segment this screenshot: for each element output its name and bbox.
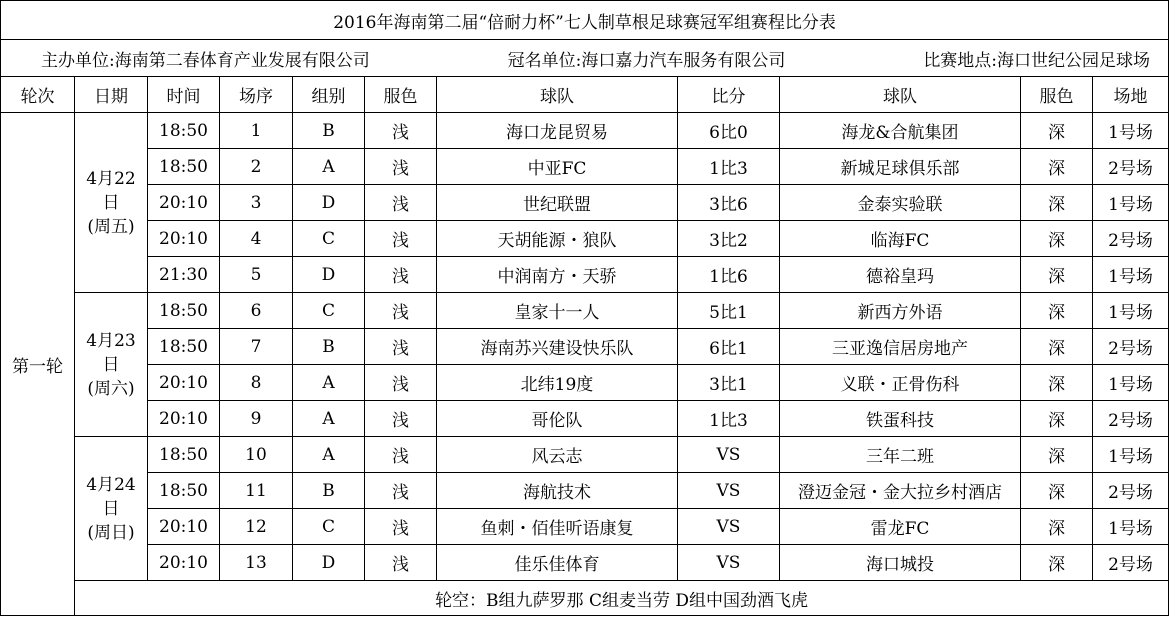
group-cell: D (293, 185, 365, 221)
table-row (1, 113, 1169, 149)
table-row (1, 329, 1169, 365)
time-cell: 18:50 (148, 293, 220, 329)
team-cell: 海口龙昆贸易 (437, 113, 678, 149)
color-cell: 深 (1021, 545, 1093, 581)
time-cell: 20:10 (148, 545, 220, 581)
bye-note: 轮空：B组九萨罗那 C组麦当劳 D组中国劲酒飞虎 (75, 581, 1169, 616)
table-title: 2016年海南第二届“倍耐力杯”七人制草根足球赛冠军组赛程比分表 (1, 1, 1169, 40)
group-cell: B (293, 329, 365, 365)
time-cell: 20:10 (148, 185, 220, 221)
team-cell: 皇家十一人 (437, 293, 678, 329)
header-score: 比分 (678, 77, 780, 113)
date-cell: 4月23 日 (周六) (75, 293, 148, 437)
group-cell: D (293, 257, 365, 293)
round-cell: 第一轮 (1, 113, 75, 616)
table-row (1, 257, 1169, 293)
time-cell: 18:50 (148, 473, 220, 509)
color-cell: 浅 (365, 257, 437, 293)
group-cell: C (293, 221, 365, 257)
header-color-2: 服色 (1021, 77, 1093, 113)
field-cell: 1号场 (1093, 257, 1169, 293)
group-cell: C (293, 293, 365, 329)
team-cell: 雷龙FC (780, 509, 1021, 545)
field-cell: 2号场 (1093, 545, 1169, 581)
score-cell: VS (678, 473, 780, 509)
field-cell: 2号场 (1093, 149, 1169, 185)
color-cell: 浅 (365, 221, 437, 257)
team-cell: 三亚逸信居房地产 (780, 329, 1021, 365)
time-cell: 18:50 (148, 437, 220, 473)
score-cell: 3比2 (678, 221, 780, 257)
field-cell: 2号场 (1093, 401, 1169, 437)
match-no-cell: 12 (220, 509, 293, 545)
header-team-1: 球队 (437, 77, 678, 113)
table-row (1, 149, 1169, 185)
table-row (1, 293, 1169, 329)
team-cell: 新西方外语 (780, 293, 1021, 329)
score-cell: 3比6 (678, 185, 780, 221)
color-cell: 浅 (365, 509, 437, 545)
time-cell: 18:50 (148, 329, 220, 365)
color-cell: 深 (1021, 293, 1093, 329)
team-cell: 世纪联盟 (437, 185, 678, 221)
time-cell: 20:10 (148, 365, 220, 401)
color-cell: 深 (1021, 185, 1093, 221)
team-cell: 铁蛋科技 (780, 401, 1021, 437)
team-cell: 风云志 (437, 437, 678, 473)
color-cell: 深 (1021, 437, 1093, 473)
color-cell: 浅 (365, 545, 437, 581)
table-row (1, 509, 1169, 545)
group-cell: B (293, 113, 365, 149)
team-cell: 鱼刺・佰佳听语康复 (437, 509, 678, 545)
time-cell: 20:10 (148, 401, 220, 437)
table-row (1, 473, 1169, 509)
score-cell: 1比3 (678, 149, 780, 185)
team-cell: 哥伦队 (437, 401, 678, 437)
header-team-2: 球队 (780, 77, 1021, 113)
match-no-cell: 11 (220, 473, 293, 509)
score-cell: VS (678, 509, 780, 545)
table-row (1, 545, 1169, 581)
field-cell: 2号场 (1093, 221, 1169, 257)
color-cell: 浅 (365, 473, 437, 509)
group-cell: A (293, 365, 365, 401)
time-cell: 18:50 (148, 149, 220, 185)
team-cell: 三年二班 (780, 437, 1021, 473)
field-cell: 2号场 (1093, 329, 1169, 365)
time-cell: 20:10 (148, 221, 220, 257)
team-cell: 中润南方・天骄 (437, 257, 678, 293)
header-group: 组别 (293, 77, 365, 113)
color-cell: 浅 (365, 329, 437, 365)
color-cell: 浅 (365, 149, 437, 185)
field-cell: 1号场 (1093, 365, 1169, 401)
header-time: 时间 (148, 77, 220, 113)
field-cell: 1号场 (1093, 509, 1169, 545)
color-cell: 深 (1021, 257, 1093, 293)
header-field: 场地 (1093, 77, 1169, 113)
group-cell: B (293, 473, 365, 509)
match-no-cell: 4 (220, 221, 293, 257)
group-cell: C (293, 509, 365, 545)
header-round: 轮次 (1, 77, 75, 113)
date-cell: 4月24 日 (周日) (75, 437, 148, 581)
header-match-no: 场序 (220, 77, 293, 113)
team-cell: 中亚FC (437, 149, 678, 185)
team-cell: 北纬19度 (437, 365, 678, 401)
table-row (1, 365, 1169, 401)
team-cell: 佳乐佳体育 (437, 545, 678, 581)
team-cell: 临海FC (780, 221, 1021, 257)
field-cell: 1号场 (1093, 113, 1169, 149)
team-cell: 海龙&合航集团 (780, 113, 1021, 149)
score-cell: 3比1 (678, 365, 780, 401)
color-cell: 浅 (365, 113, 437, 149)
group-cell: A (293, 149, 365, 185)
team-cell: 金泰实验联 (780, 185, 1021, 221)
table-row (1, 185, 1169, 221)
field-cell: 1号场 (1093, 437, 1169, 473)
team-cell: 海南苏兴建设快乐队 (437, 329, 678, 365)
time-cell: 21:30 (148, 257, 220, 293)
color-cell: 浅 (365, 401, 437, 437)
team-cell: 海口城投 (780, 545, 1021, 581)
match-no-cell: 5 (220, 257, 293, 293)
score-cell: 6比1 (678, 329, 780, 365)
color-cell: 浅 (365, 437, 437, 473)
color-cell: 深 (1021, 221, 1093, 257)
match-no-cell: 7 (220, 329, 293, 365)
color-cell: 深 (1021, 149, 1093, 185)
sponsor: 冠名单位:海口嘉力汽车服务有限公司 (507, 50, 786, 71)
table-row (1, 401, 1169, 437)
score-cell: 6比0 (678, 113, 780, 149)
match-no-cell: 10 (220, 437, 293, 473)
color-cell: 深 (1021, 401, 1093, 437)
time-cell: 18:50 (148, 113, 220, 149)
color-cell: 浅 (365, 185, 437, 221)
color-cell: 深 (1021, 329, 1093, 365)
group-cell: A (293, 401, 365, 437)
header-color-1: 服色 (365, 77, 437, 113)
score-cell: VS (678, 437, 780, 473)
color-cell: 深 (1021, 365, 1093, 401)
team-cell: 义联・正骨伤科 (780, 365, 1021, 401)
match-no-cell: 9 (220, 401, 293, 437)
time-cell: 20:10 (148, 509, 220, 545)
info-row (1, 40, 1169, 77)
team-cell: 天胡能源・狼队 (437, 221, 678, 257)
field-cell: 1号场 (1093, 293, 1169, 329)
team-cell: 澄迈金冠・金大拉乡村酒店 (780, 473, 1021, 509)
venue: 比赛地点:海口世纪公园足球场 (923, 50, 1151, 71)
color-cell: 浅 (365, 365, 437, 401)
group-cell: D (293, 545, 365, 581)
color-cell: 深 (1021, 473, 1093, 509)
color-cell: 浅 (365, 293, 437, 329)
date-cell: 4月22 日 (周五) (75, 113, 148, 293)
table-row (1, 437, 1169, 473)
team-cell: 海航技术 (437, 473, 678, 509)
color-cell: 深 (1021, 113, 1093, 149)
field-cell: 1号场 (1093, 185, 1169, 221)
score-cell: 1比3 (678, 401, 780, 437)
match-no-cell: 3 (220, 185, 293, 221)
color-cell: 深 (1021, 509, 1093, 545)
header-row (1, 77, 1169, 113)
match-no-cell: 13 (220, 545, 293, 581)
score-cell: 5比1 (678, 293, 780, 329)
table-row (1, 221, 1169, 257)
team-cell: 新城足球俱乐部 (780, 149, 1021, 185)
match-no-cell: 6 (220, 293, 293, 329)
score-cell: VS (678, 545, 780, 581)
organizer: 主办单位:海南第二春体育产业发展有限公司 (41, 50, 370, 71)
field-cell: 2号场 (1093, 473, 1169, 509)
team-cell: 德裕皇玛 (780, 257, 1021, 293)
match-no-cell: 2 (220, 149, 293, 185)
header-date: 日期 (75, 77, 148, 113)
match-no-cell: 1 (220, 113, 293, 149)
match-no-cell: 8 (220, 365, 293, 401)
score-cell: 1比6 (678, 257, 780, 293)
group-cell: A (293, 437, 365, 473)
